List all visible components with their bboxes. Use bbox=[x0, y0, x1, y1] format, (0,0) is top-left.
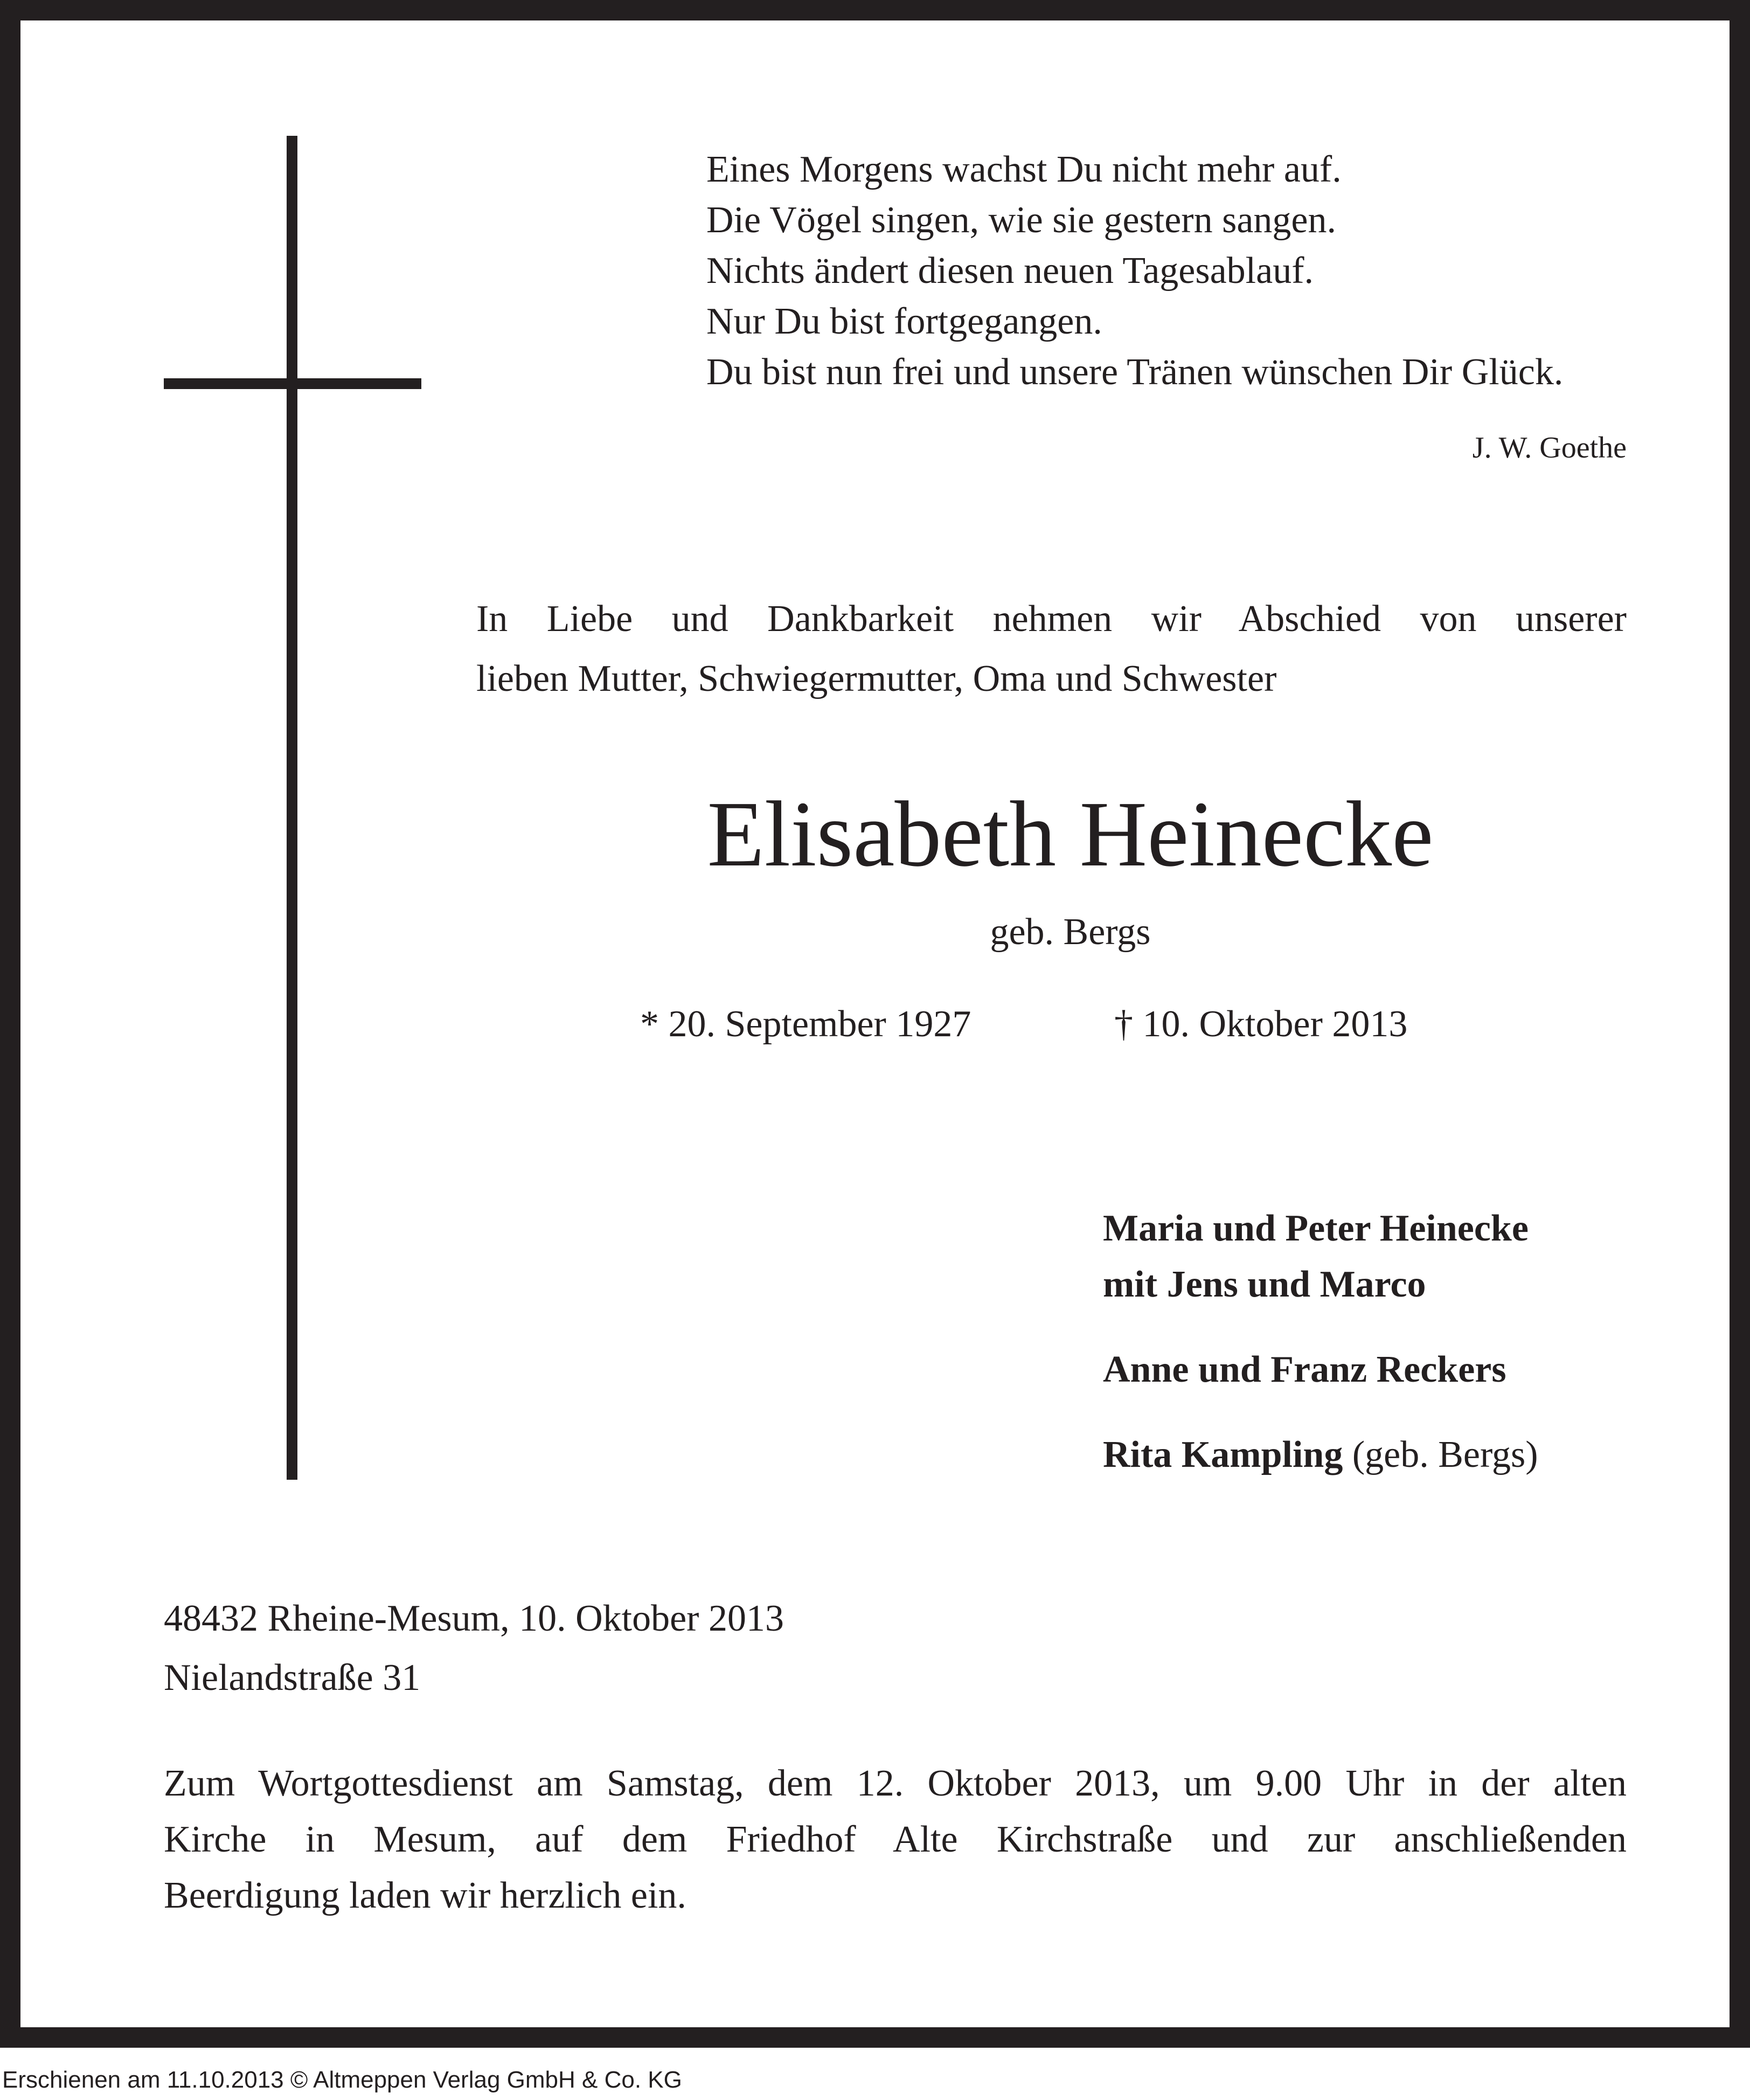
service-line: Zum Wortgottesdienst am Samstag, dem 12. Oktober 2013, um 9.00 Uhr in der alten bbox=[164, 1763, 1627, 1804]
death-date: † 10. Oktober 2013 bbox=[1114, 1003, 1408, 1045]
address-city-date: 48432 Rheine-Mesum, 10. Oktober 2013 bbox=[164, 1598, 784, 1639]
poem-author: J. W. Goethe bbox=[1472, 431, 1627, 465]
poem-line: Die Vögel singen, wie sie gestern sangen. bbox=[706, 199, 1336, 241]
service-line: Beerdigung laden wir herzlich ein. bbox=[164, 1875, 686, 1916]
farewell-intro-line: lieben Mutter, Schwiegermutter, Oma und Schwester bbox=[476, 658, 1277, 699]
mourner-line: mit Jens und Marco bbox=[1103, 1264, 1426, 1305]
deceased-name: Elisabeth Heinecke bbox=[707, 782, 1434, 886]
maiden-name: geb. Bergs bbox=[990, 911, 1151, 953]
service-notice bbox=[164, 1756, 1627, 1924]
cross-icon bbox=[287, 136, 297, 1480]
farewell-intro bbox=[476, 589, 1627, 709]
poem bbox=[706, 144, 1633, 398]
cross-icon-crossbar bbox=[164, 378, 421, 389]
address-street: Nielandstraße 31 bbox=[164, 1657, 421, 1699]
poem-line: Du bist nun frei und unsere Tränen wünschen Dir Glück. bbox=[706, 351, 1564, 393]
mourner-name: Rita Kampling bbox=[1103, 1434, 1343, 1475]
poem-line: Nur Du bist fortgegangen. bbox=[706, 301, 1102, 342]
farewell-intro-line: In Liebe und Dankbarkeit nehmen wir Abschied von unserer bbox=[476, 598, 1627, 640]
mourners-list bbox=[1103, 1201, 1538, 1483]
mourner-maiden-name: (geb. Bergs) bbox=[1352, 1434, 1538, 1475]
mourner-line bbox=[1103, 1427, 1538, 1483]
address bbox=[164, 1589, 784, 1708]
mourner-line: Maria und Peter Heinecke bbox=[1103, 1208, 1529, 1249]
mourner-line: Anne und Franz Reckers bbox=[1103, 1349, 1506, 1390]
service-line: Kirche in Mesum, auf dem Friedhof Alte Kirchstraße und zur anschließenden bbox=[164, 1819, 1627, 1860]
poem-line: Eines Morgens wachst Du nicht mehr auf. bbox=[706, 149, 1342, 190]
poem-line: Nichts ändert diesen neuen Tagesablauf. bbox=[706, 250, 1314, 292]
publication-footer: Erschienen am 11.10.2013 © Altmeppen Verlag GmbH & Co. KG bbox=[2, 2067, 682, 2093]
birth-date: * 20. September 1927 bbox=[640, 1003, 971, 1045]
